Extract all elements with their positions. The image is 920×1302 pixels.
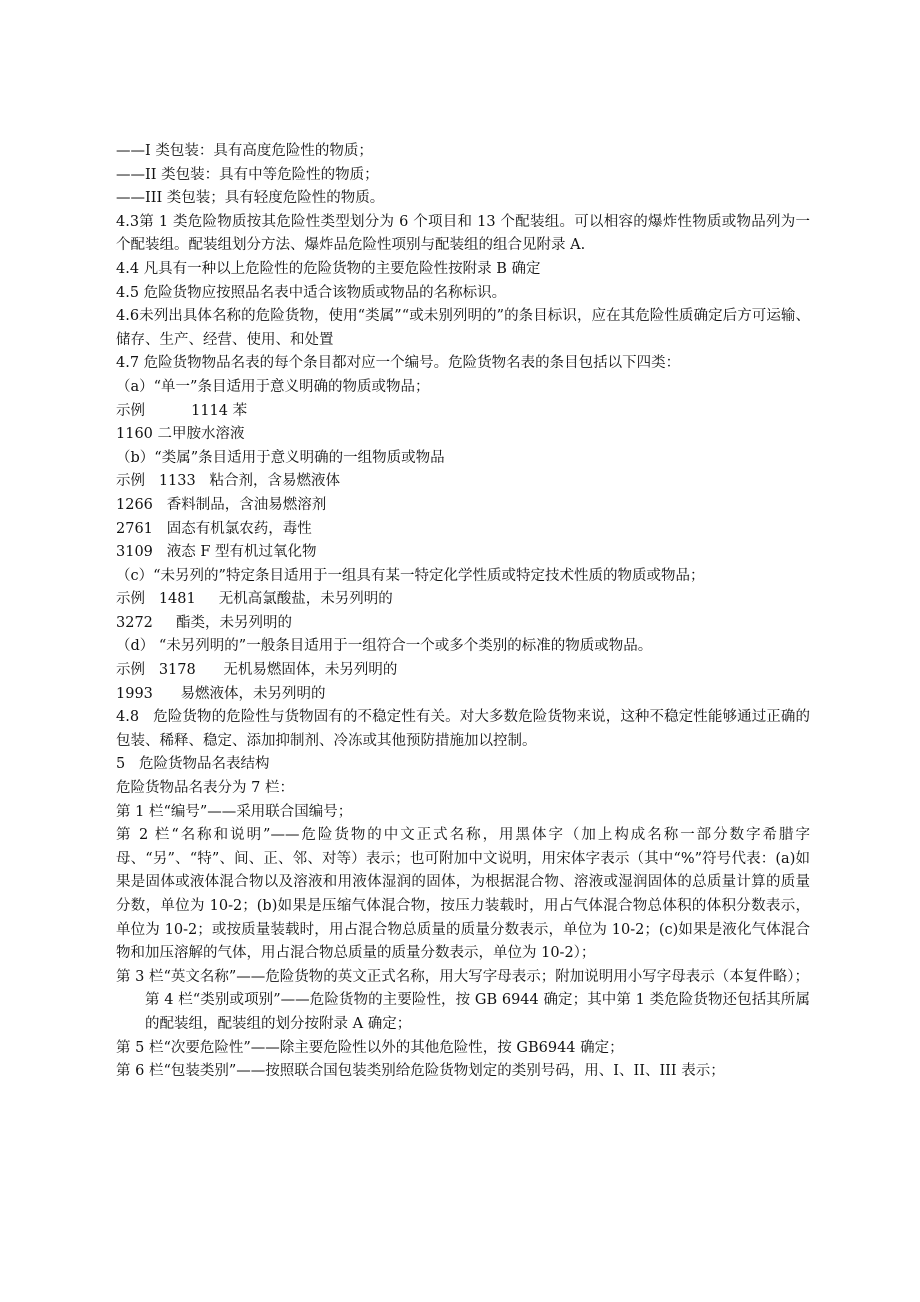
text-line: （b）“类属”条目适用于意义明确的一组物质或物品 <box>116 449 445 466</box>
example-line: 1993 易燃液体，未另列明的 <box>116 685 326 702</box>
text-line: 4.4 凡具有一种以上危险性的危险货物的主要危险性按附录 B 确定 <box>116 260 541 277</box>
column-3-description: 第 3 栏“英文名称”——危险货物的英文正式名称，用大写字母表示；附加说明用小写字母表示（本复件略）； <box>116 968 810 985</box>
example-line: 1266 香料制品，含油易燃溶剂 <box>116 496 327 513</box>
column-2-description: 第 2 栏“名称和说明”——危险货物的中文正式名称，用黑体字（加上构成名称一部分数字希腊字母、“另”、“特”、间、正、邻、对等）表示；也可附加中文说明，用宋体字表示（其中“%”符号代表：(a)如果是固体或液体混合物以及溶液和用液体湿润的固体，为根据混合物、溶液或湿润固体的总质量计算的质量分数，单位为 10-2；(b)如果是压缩气体混合物，按压力装载时，用占气体混合物总体积的体积分数表示，单位为 10-2；或按质量装载时，用占混合物总质量的质量分数表示，单位为 10-2；(c)如果是液化气体混合物和加压溶解的气体，用占混合物总质量的质量分数表示，单位为 10-2）； <box>116 827 810 962</box>
example-line: 示例 1114 苯 <box>116 402 248 419</box>
column-5-description: 第 5 栏“次要危险性”——除主要危险性以外的其他危险性，按 GB6944 确定； <box>116 1039 624 1056</box>
text-line: 4.5 危险货物应按照品名表中适合该物质或物品的名称标识。 <box>116 284 507 301</box>
document-page <box>116 140 810 1084</box>
text-line: （a）“单一”条目适用于意义明确的物质或物品； <box>116 378 430 395</box>
column-4-description: 第 4 栏“类别或项别”——危险货物的主要险性，按 GB 6944 确定；其中第 1 类危险货物还包括其所属的配装组，配装组的划分按附录 A 确定； <box>145 992 810 1032</box>
column-6-description: 第 6 栏“包装类别”——按照联合国包装类别给危险货物划定的类别号码，用、I、II、III 表示； <box>116 1063 725 1080</box>
text-line: 4.7 危险货物物品名表的每个条目都对应一个编号。危险货物名表的条目包括以下四类： <box>116 355 681 372</box>
section-heading: 5 危险货物品名表结构 <box>116 756 270 773</box>
example-line: 2761 固态有机氯农药，毒性 <box>116 520 312 537</box>
text-line: ——I 类包装：具有高度危险性的物质； <box>116 143 373 159</box>
text-line: 危险货物品名表分为 7 栏： <box>116 780 294 797</box>
example-line: 示例 1481 无机高氯酸盐，未另列明的 <box>116 591 393 608</box>
paragraph-4-8: 4.8 危险货物的危险性与货物固有的不稳定性有关。对大多数危险货物来说，这种不稳定性能够通过正确的包装、稀释、稳定、添加抑制剂、冷冻或其他预防措施加以控制。 <box>116 709 810 749</box>
example-line: 1160 二甲胺水溶液 <box>116 426 245 443</box>
paragraph-4-6: 4.6未列出具体名称的危险货物，使用“类属”“或未别列明的”的条目标识，应在其危险性质确定后方可运输、储存、生产、经营、使用、和处置 <box>116 308 810 348</box>
column-1-description: 第 1 栏“编号”——采用联合国编号； <box>116 803 353 820</box>
example-line: 3109 液态 F 型有机过氧化物 <box>116 544 317 561</box>
text-line: ——II 类包装：具有中等危险性的物质； <box>116 166 379 183</box>
paragraph-4-3: 4.3第 1 类危险物质按其危险性类型划分为 6 个项目和 13 个配装组。可以相容的爆炸性物质或物品列为一个配装组。配装组划分方法、爆炸品危险性项别与配装组的组合见附录 A. <box>116 213 810 254</box>
text-line: ——III 类包装；具有轻度危险性的物质。 <box>116 190 385 207</box>
example-line: 示例 3178 无机易燃固体，未另列明的 <box>116 662 398 679</box>
text-line: （d） “未另列明的”一般条目适用于一组符合一个或多个类别的标准的物质或物品。 <box>116 638 653 655</box>
text-line: （c）“未另列的”特定条目适用于一组具有某一特定化学性质或特定技术性质的物质或物品； <box>116 567 705 584</box>
example-line: 3272 酯类，未另列明的 <box>116 614 292 631</box>
example-line: 示例 1133 粘合剂，含易燃液体 <box>116 473 341 490</box>
